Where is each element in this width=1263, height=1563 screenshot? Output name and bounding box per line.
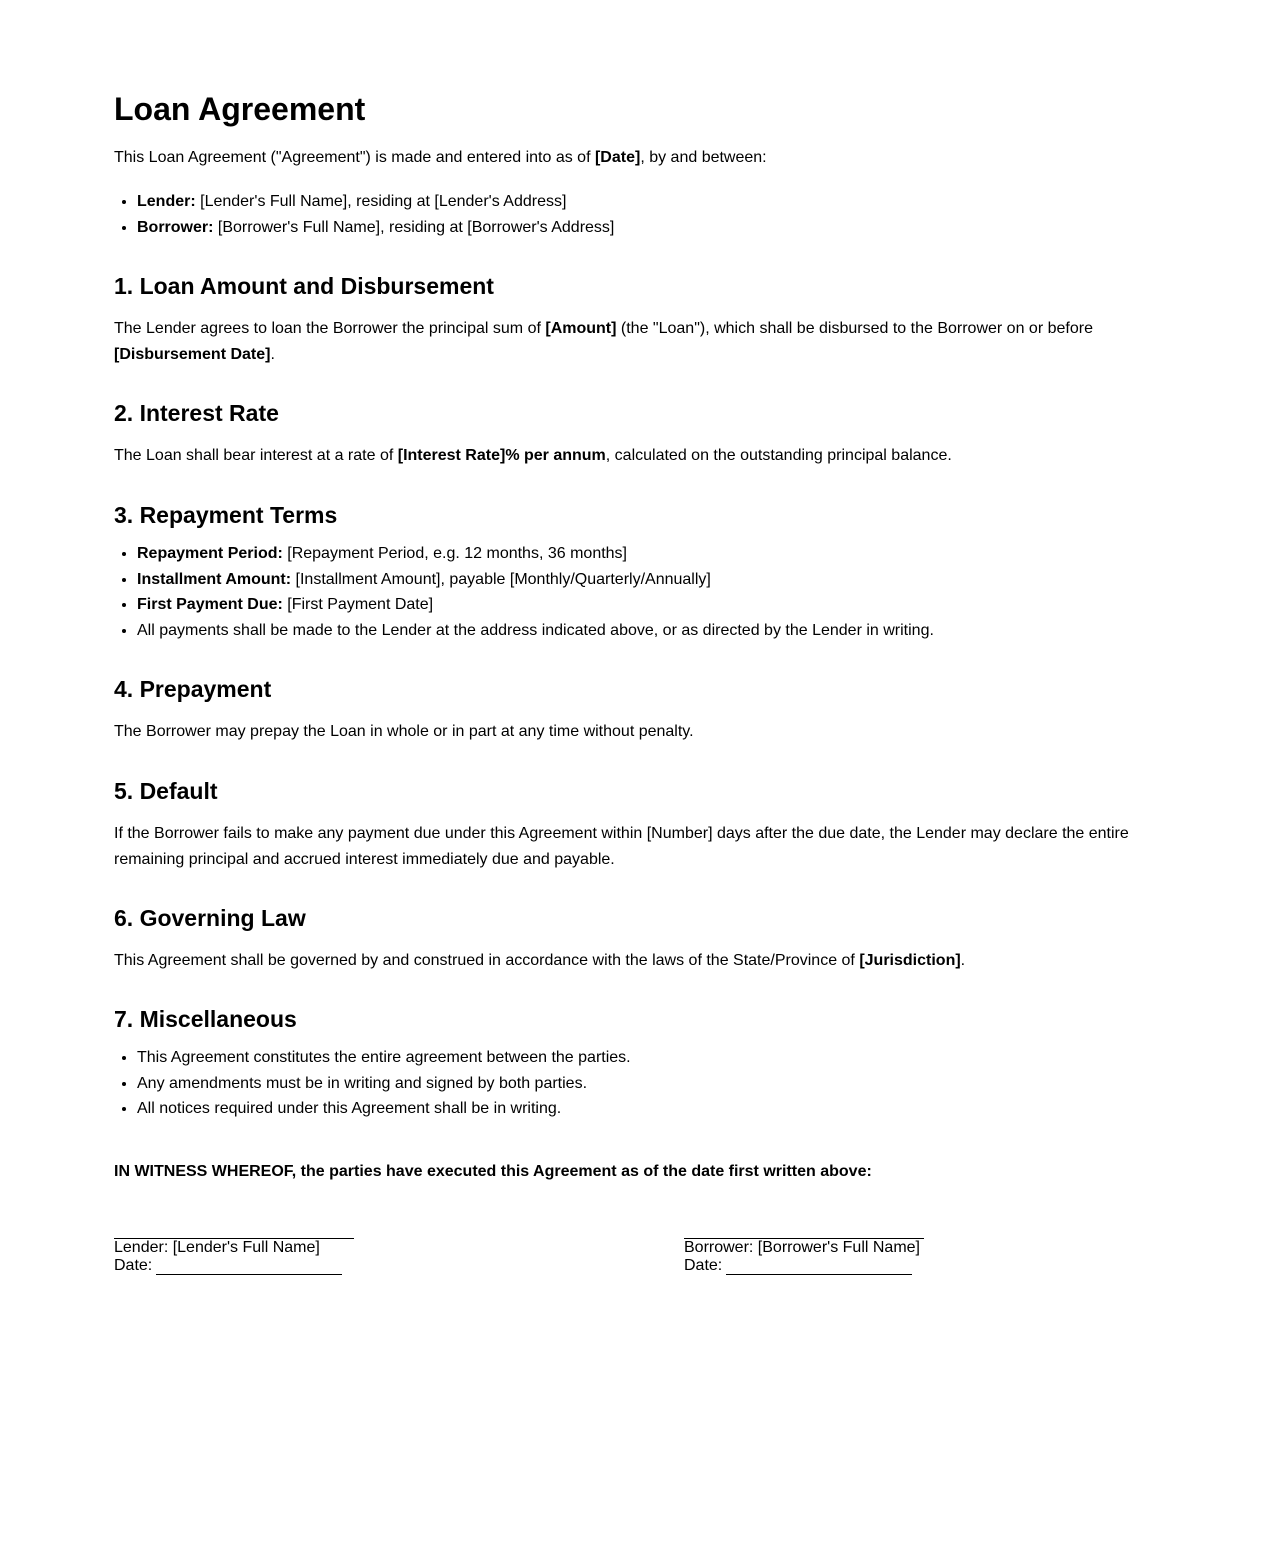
term-label: First Payment Due: [137,596,283,613]
section-heading-default: 5. Default [114,778,218,804]
party-label: Borrower: [137,218,214,236]
list-item: • Any amendments must be in writing and signed by both parties. [137,1071,1144,1097]
lender-date-line[interactable] [156,1260,342,1275]
list-item [137,592,1144,618]
body-text: (the "Loan"), which shall be disbursed to the Borrower on or before [616,320,1093,337]
section-heading-miscellaneous: 7. Miscellaneous [114,1006,297,1032]
intro-paragraph [114,145,1144,171]
section-body-interest-rate [114,443,1144,469]
miscellaneous-list [114,1045,1144,1122]
witness-statement: IN WITNESS WHEREOF, the parties have executed this Agreement as of the date first written above: [114,1163,872,1180]
jurisdiction-placeholder: [Jurisdiction] [859,952,961,969]
party-text: [Lender's Full Name], residing at [Lender's Address] [195,193,567,210]
party-label: Lender: [137,193,196,210]
intro-text-after: , by and between: [640,149,767,166]
section-body-prepayment: The Borrower may prepay the Loan in whole or in part at any time without penalty. [114,723,694,740]
body-text: . [270,345,275,363]
borrower-signature-date [684,1257,924,1275]
parties-list [114,189,1144,240]
body-text: This Agreement shall be governed by and construed in accordance with the laws of the State/Province of [114,952,860,969]
amount-placeholder: [Amount] [545,320,617,337]
section-body-governing-law [114,948,1144,974]
body-text: , calculated on the outstanding principal balance. [605,447,952,464]
list-item [137,215,1144,241]
borrower-date-line[interactable] [726,1260,912,1275]
list-item [137,618,1144,644]
date-label: Date: [114,1257,153,1274]
term-text: [Repayment Period, e.g. 12 months, 36 months] [282,545,627,562]
intro-text-before: This Loan Agreement ("Agreement") is made and entered into as of [114,149,595,166]
section-heading-repayment-terms: 3. Repayment Terms [114,502,338,528]
party-text: [Borrower's Full Name], residing at [Borrower's Address] [213,218,615,236]
borrower-signature-block [684,1222,924,1275]
body-text: . [960,952,966,969]
lender-signature-name: Lender: [Lender's Full Name] [114,1239,320,1256]
interest-rate-placeholder: [Interest Rate]% per annum [397,447,606,464]
list-item [137,189,1144,215]
borrower-signature-name: Borrower: [Borrower's Full Name] [684,1239,920,1256]
repayment-terms-list [114,541,1144,643]
section-body-loan-amount [114,316,1144,367]
section-heading-loan-amount: 1. Loan Amount and Disbursement [114,273,494,299]
body-text: The Lender agrees to loan the Borrower the principal sum of [114,320,546,337]
list-item [137,567,1144,593]
date-label: Date: [684,1257,723,1274]
term-label: Installment Amount: [137,570,292,588]
term-label: Repayment Period: [137,545,283,562]
section-heading-governing-law: 6. Governing Law [114,905,306,931]
section-heading-interest-rate: 2. Interest Rate [114,400,279,426]
lender-signature-date [114,1257,354,1275]
body-text: The Loan shall bear interest at a rate of [114,447,398,464]
section-body-default: If the Borrower fails to make any payment due under this Agreement within [Number] days after the due date, the Lender may declare the entire remaining principal and accrued interest immediately due and payable. [114,825,1129,868]
term-text: [First Payment Date] [282,596,434,613]
lender-signature-block [114,1222,354,1275]
term-text: All payments shall be made to the Lender at the address indicated above, or as directed by the Lender in writing. [137,621,934,639]
page-title: Loan Agreement [114,91,366,127]
section-heading-prepayment: 4. Prepayment [114,676,272,702]
list-item: • All notices required under this Agreement shall be in writing. [137,1096,1144,1122]
intro-date: [Date] [594,149,641,166]
disbursement-date-placeholder: [Disbursement Date] [114,345,271,363]
list-item: • This Agreement constitutes the entire agreement between the parties. [137,1045,1144,1071]
list-item [137,541,1144,567]
term-text: [Installment Amount], payable [Monthly/Quarterly/Annually] [291,570,711,588]
